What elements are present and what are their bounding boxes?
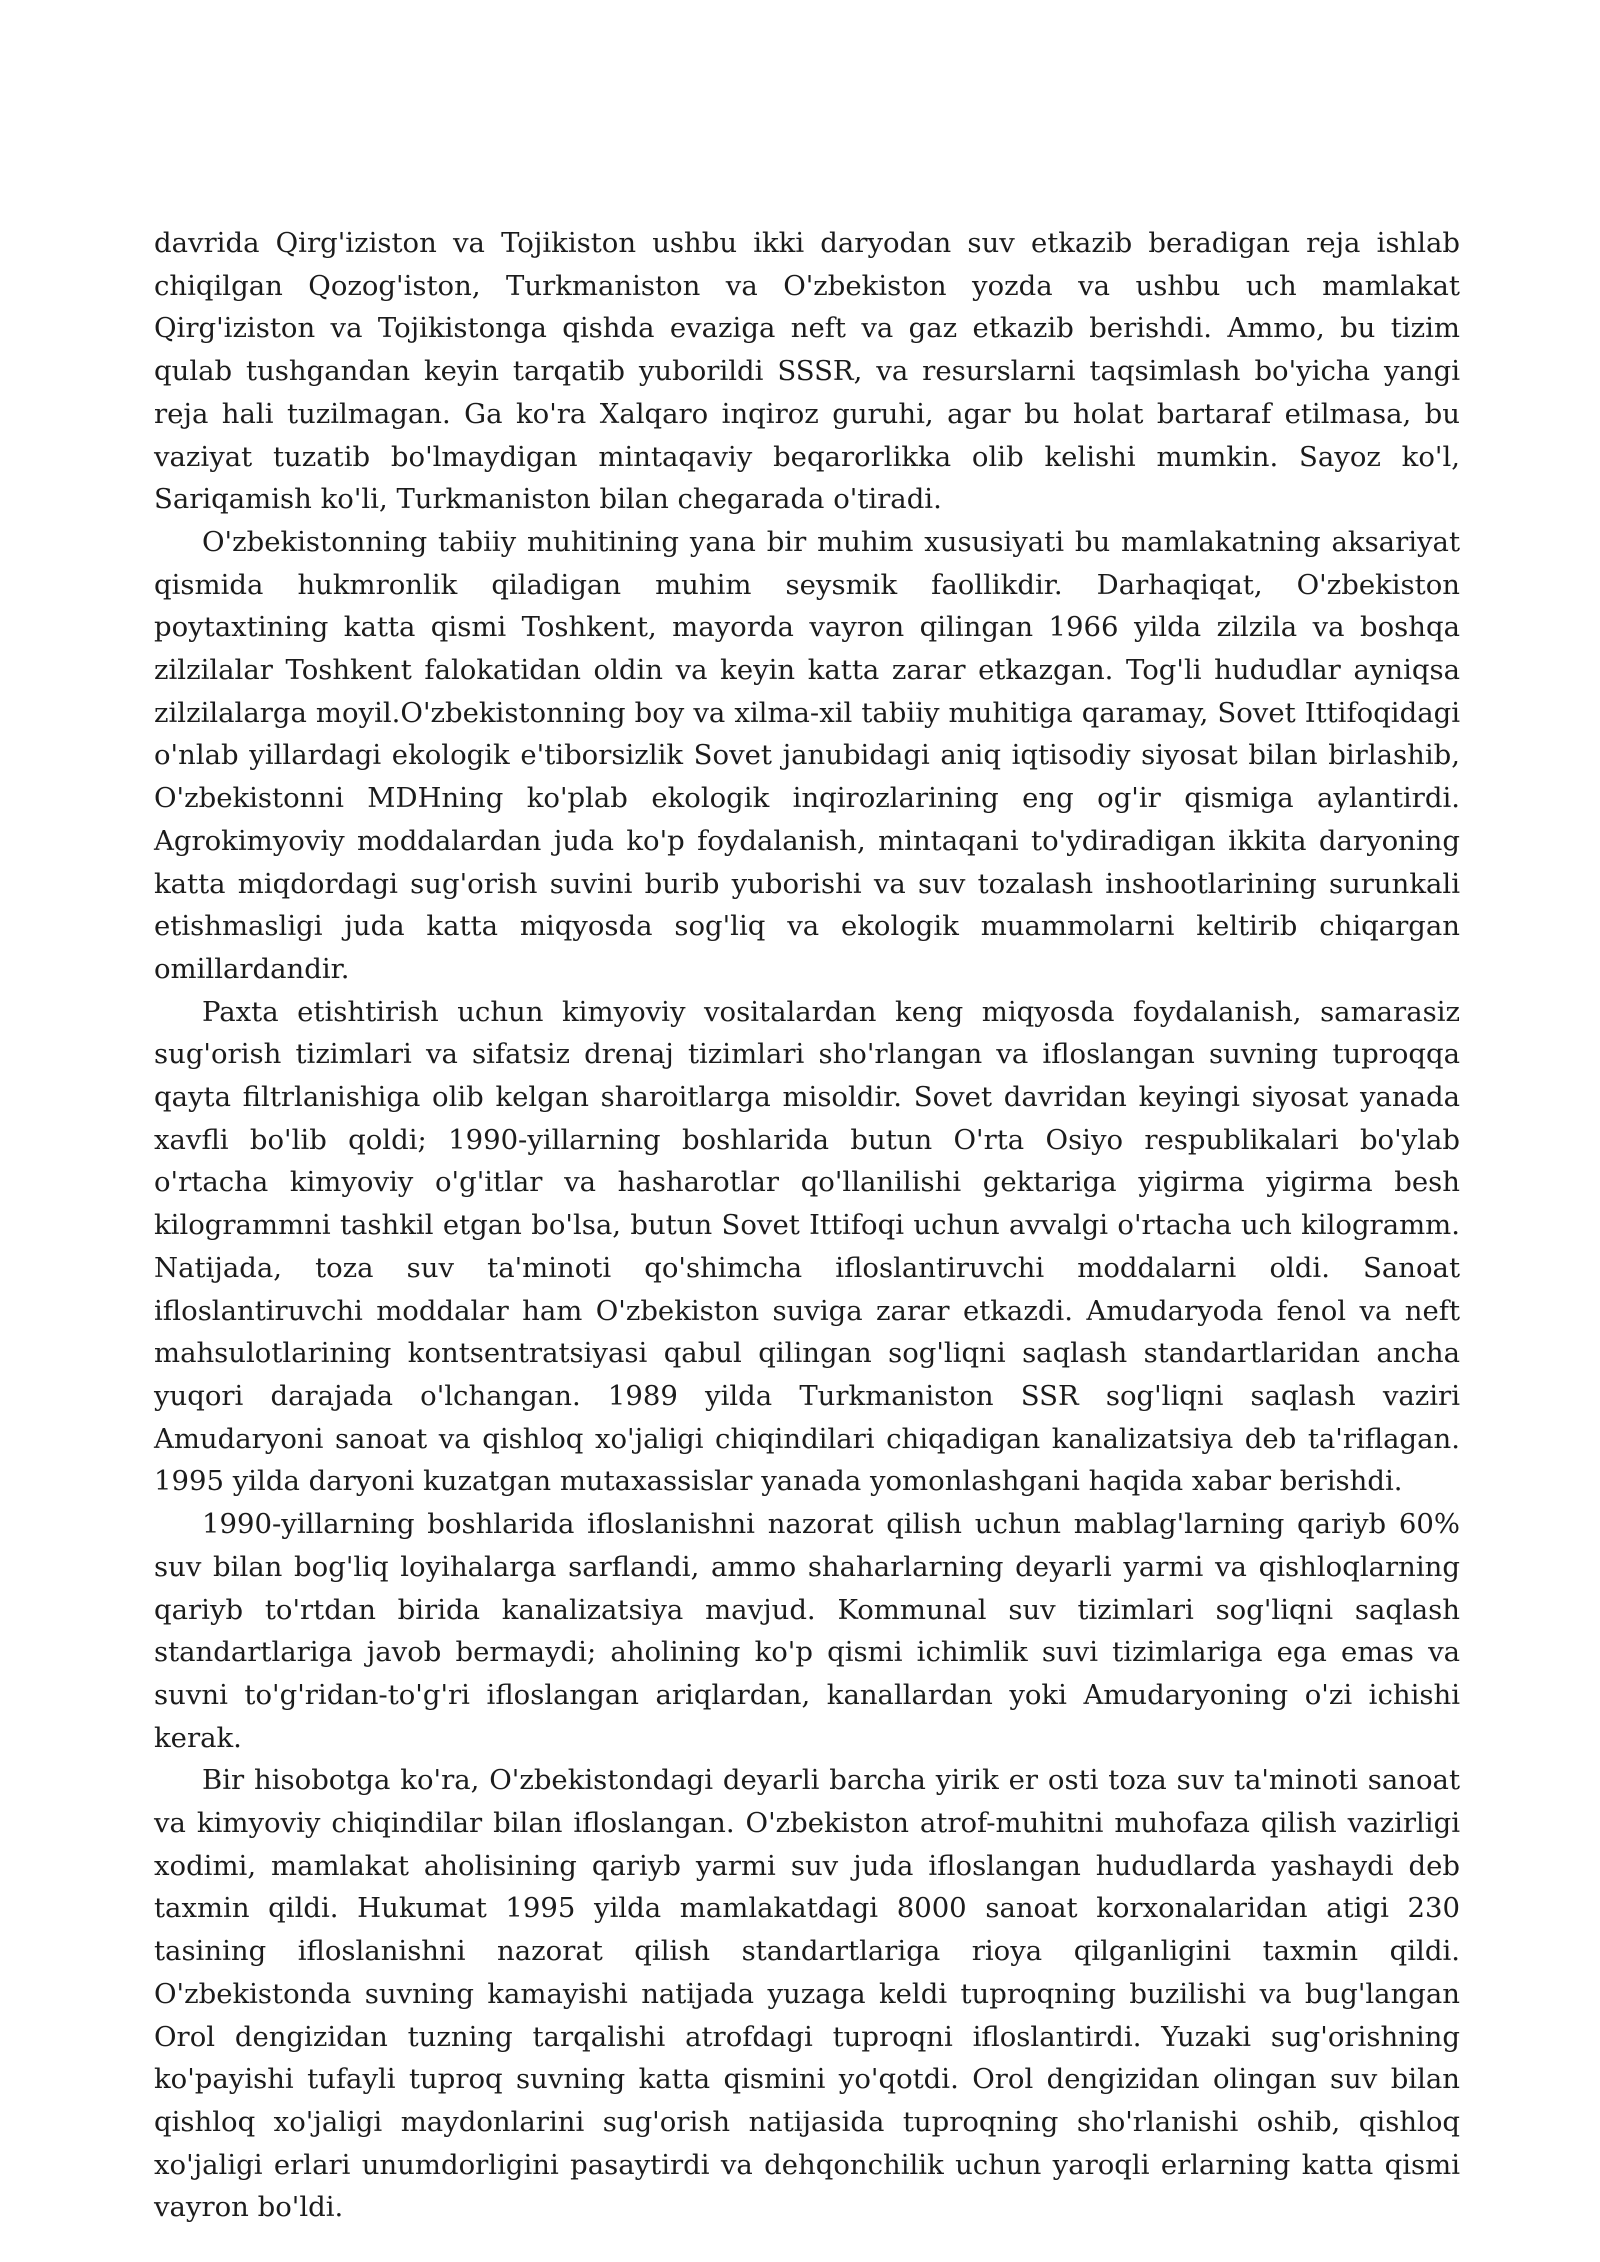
document-page	[154, 222, 1460, 2229]
paragraph-1: davrida Qirg'iziston va Tojikiston ushbu ikki daryodan suv etkazib beradigan reja ishlab chiqilgan Qozog'iston, Turkmaniston va O'zbekiston yozda va ushbu uch mamlakat Qirg'iziston va Tojikistonga qishda evaziga neft va gaz etkazib berishdi. Ammo, bu tizim qulab tushgandan keyin tarqatib yuborildi SSSR, va resurslarni taqsimlash bo'yicha yangi reja hali tuzilmagan. Ga ko'ra Xalqaro inqiroz guruhi, agar bu holat bartaraf etilmasa, bu vaziyat tuzatib bo'lmaydigan mintaqaviy beqarorlikka olib kelishi mumkin. Sayoz ko'l, Sariqamish ko'li, Turkmaniston bilan chegarada o'tiradi.	[154, 227, 1460, 516]
paragraph-2: O'zbekistonning tabiiy muhitining yana bir muhim xususiyati bu mamlakatning aksariyat qismida hukmronlik qiladigan muhim seysmik faollikdir. Darhaqiqat, O'zbekiston poytaxtining katta qismi Toshkent, mayorda vayron qilingan 1966 yilda zilzila va boshqa zilzilalar Toshkent falokatidan oldin va keyin katta zarar etkazgan. Tog'li hududlar ayniqsa zilzilalarga moyil.O'zbekistonning boy va xilma-xil tabiiy muhitiga qaramay, Sovet Ittifoqidagi o'nlab yillardagi ekologik e'tiborsizlik Sovet janubidagi aniq iqtisodiy siyosat bilan birlashib, O'zbekistonni MDHning ko'plab ekologik inqirozlarining eng og'ir qismiga aylantirdi. Agrokimyoviy moddalardan juda ko'p foydalanish, mintaqani to'ydiradigan ikkita daryoning katta miqdordagi sug'orish suvini burib yuborishi va suv tozalash inshootlarining surunkali etishmasligi juda katta miqyosda sog'liq va ekologik muammolarni keltirib chiqargan omillardandir.	[154, 525, 1460, 985]
paragraph-4: 1990-yillarning boshlarida ifloslanishni nazorat qilish uchun mablag'larning qariyb 60% suv bilan bog'liq loyihalarga sarflandi, ammo shaharlarning deyarli yarmi va qishloqlarning qariyb to'rtdan birida kanalizatsiya mavjud. Kommunal suv tizimlari sog'liqni saqlash standartlariga javob bermaydi; aholining ko'p qismi ichimlik suvi tizimlariga ega emas va suvni to'g'ridan-to'g'ri ifloslangan ariqlardan, kanallardan yoki Amudaryoning o'zi ichishi kerak.	[154, 1508, 1460, 1754]
paragraph-5: Bir hisobotga ko'ra, O'zbekistondagi deyarli barcha yirik er osti toza suv ta'minoti sanoat va kimyoviy chiqindilar bilan ifloslangan. O'zbekiston atrof-muhitni muhofaza qilish vazirligi xodimi, mamlakat aholisining qariyb yarmi suv juda ifloslangan hududlarda yashaydi deb taxmin qildi. Hukumat 1995 yilda mamlakatdagi 8000 sanoat korxonalaridan atigi 230 tasining ifloslanishni nazorat qilish standartlariga rioya qilganligini taxmin qildi. O'zbekistonda suvning kamayishi natijada yuzaga keldi tuproqning buzilishi va bug'langan Orol dengizidan tuzning tarqalishi atrofdagi tuproqni ifloslantirdi. Yuzaki sug'orishning ko'payishi tufayli tuproq suvning katta qismini yo'qotdi. Orol dengizidan olingan suv bilan qishloq xo'jaligi maydonlarini sug'orish natijasida tuproqning sho'rlanishi oshib, qishloq xo'jaligi erlari unumdorligini pasaytirdi va dehqonchilik uchun yaroqli erlarning katta qismi vayron bo'ldi.	[154, 1764, 1460, 2224]
paragraph-3: Paxta etishtirish uchun kimyoviy vositalardan keng miqyosda foydalanish, samarasiz sug'orish tizimlari va sifatsiz drenaj tizimlari sho'rlangan va ifloslangan suvning tuproqqa qayta filtrlanishiga olib kelgan sharoitlarga misoldir. Sovet davridan keyingi siyosat yanada xavfli bo'lib qoldi; 1990-yillarning boshlarida butun O'rta Osiyo respublikalari bo'ylab o'rtacha kimyoviy o'g'itlar va hasharotlar qo'llanilishi gektariga yigirma yigirma besh kilogrammni tashkil etgan bo'lsa, butun Sovet Ittifoqi uchun avvalgi o'rtacha uch kilogramm. Natijada, toza suv ta'minoti qo'shimcha ifloslantiruvchi moddalarni oldi. Sanoat ifloslantiruvchi moddalar ham O'zbekiston suviga zarar etkazdi. Amudaryoda fenol va neft mahsulotlarining kontsentratsiyasi qabul qilingan sog'liqni saqlash standartlaridan ancha yuqori darajada o'lchangan. 1989 yilda Turkmaniston SSR sog'liqni saqlash vaziri Amudaryoni sanoat va qishloq xo'jaligi chiqindilari chiqadigan kanalizatsiya deb ta'riflagan. 1995 yilda daryoni kuzatgan mutaxassislar yanada yomonlashgani haqida xabar berishdi.	[154, 995, 1460, 1498]
